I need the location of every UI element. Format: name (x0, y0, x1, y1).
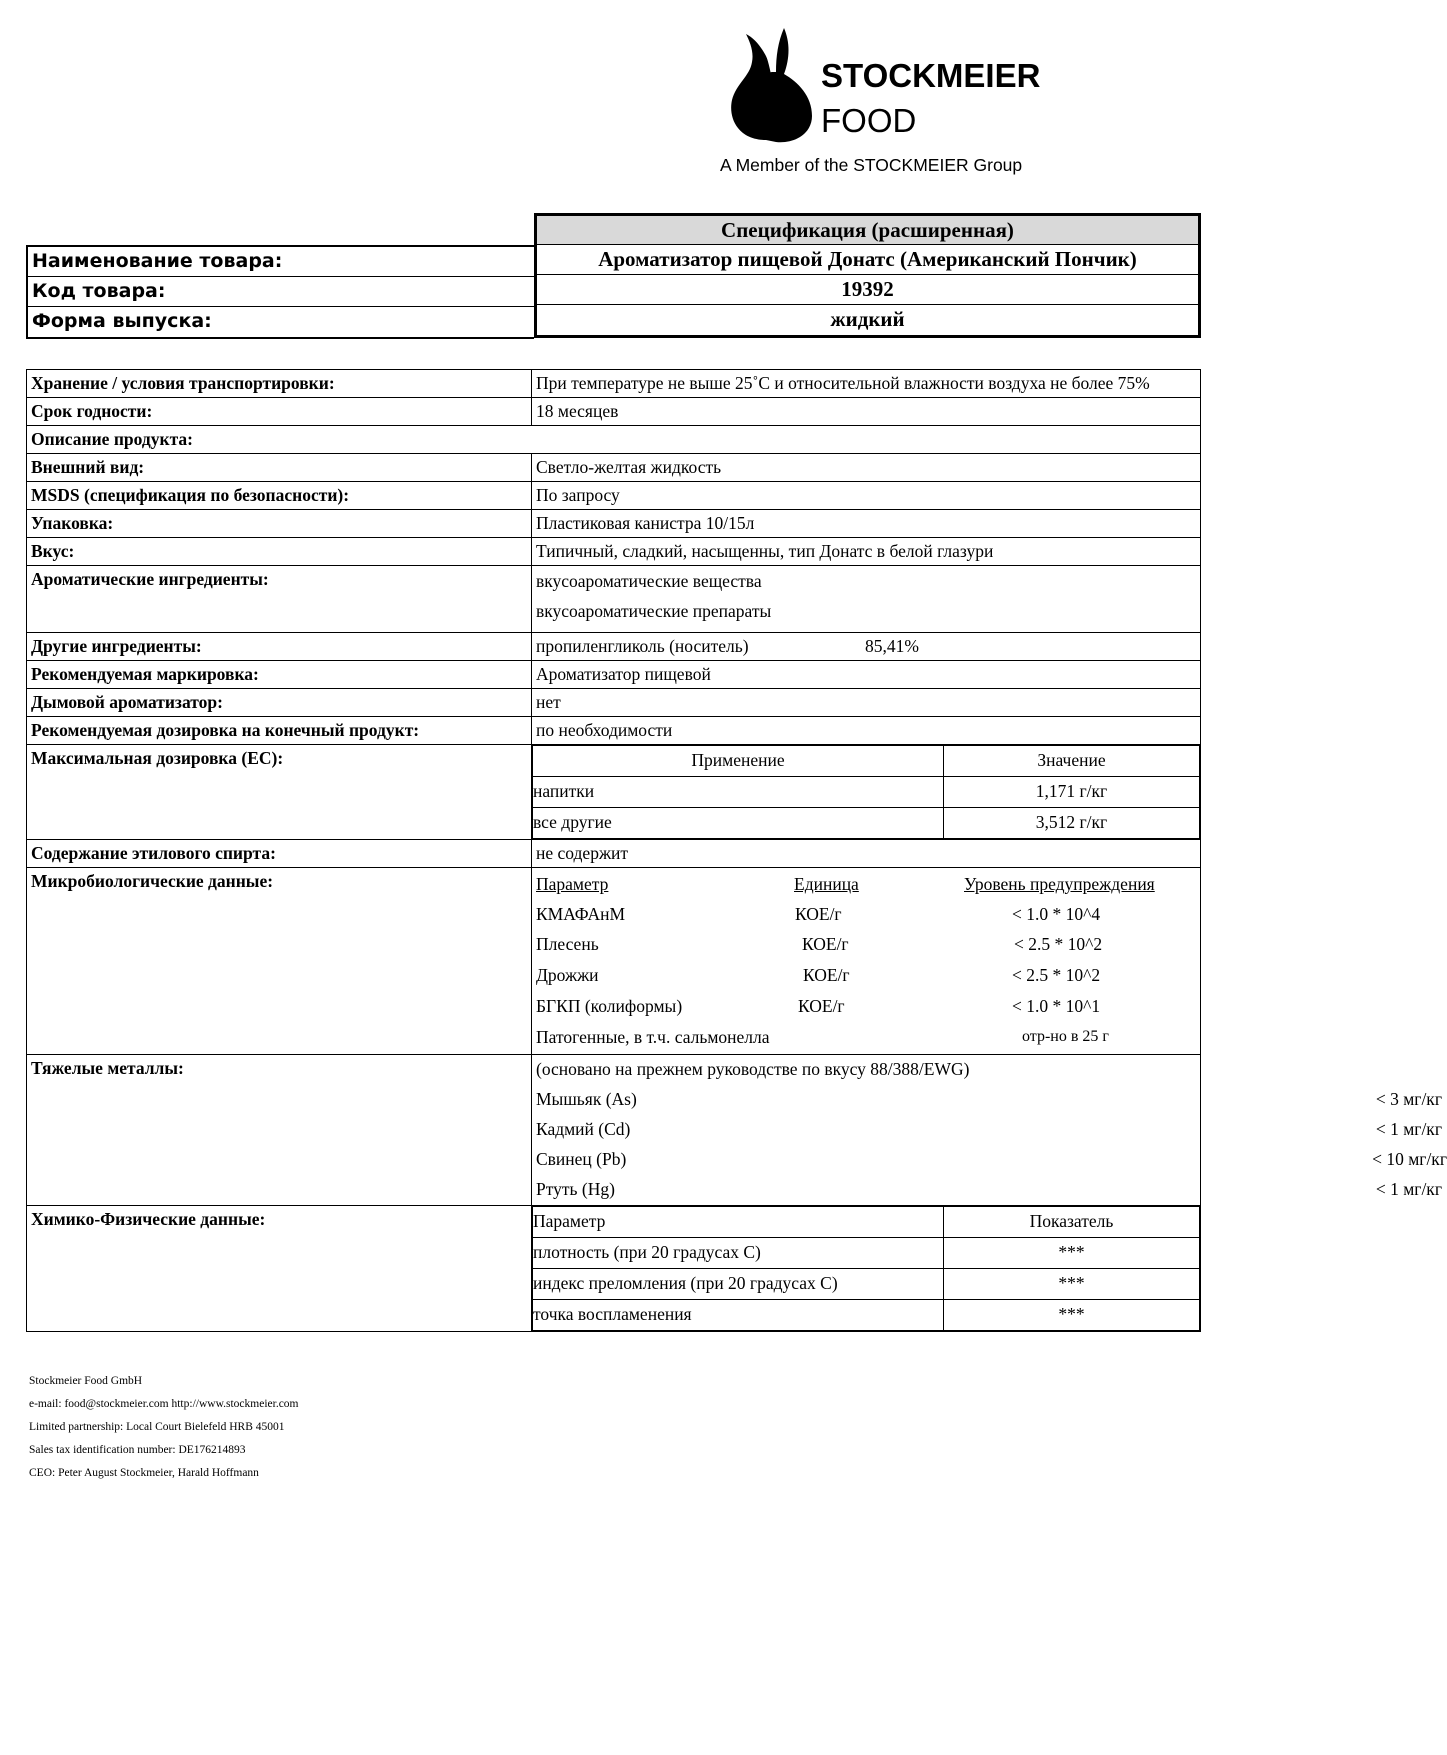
heavy-metals-label: Тяжелые металлы: (27, 1055, 532, 1206)
ethanol-label: Содержание этилового спирта: (27, 840, 532, 868)
column-header: Применение (533, 746, 944, 777)
micro-limit: отр-но в 25 г (1022, 1028, 1109, 1045)
taste-value: Типичный, сладкий, насыщенны, тип Донатс в белой глазури (532, 538, 1201, 566)
table-row (27, 482, 1201, 510)
micro-parameter: Дрожжи (536, 965, 599, 985)
appearance-label: Внешний вид: (27, 454, 532, 482)
product-name-label: Наименование товара: (28, 247, 534, 277)
micro-parameter: КМАФАнМ (536, 904, 626, 924)
table-row (27, 426, 1201, 454)
table-row (27, 661, 1201, 689)
list-item (532, 1085, 1442, 1115)
table-row (536, 900, 1200, 928)
table-row (27, 566, 1201, 633)
product-code-label: Код товара: (28, 277, 534, 307)
marking-value: Ароматизатор пищевой (532, 661, 1201, 689)
brand-tagline: A Member of the STOCKMEIER Group (720, 155, 1023, 175)
table-row (536, 992, 1200, 1020)
table-row (533, 1269, 1200, 1300)
max-dosage-table (532, 745, 1200, 839)
description-label: Описание продукта: (27, 426, 1201, 454)
micro-cell (532, 868, 1201, 1055)
table-row (533, 808, 1200, 839)
footer-registry: Limited partnership: Local Court Bielefeld HRB 45001 (29, 1421, 285, 1433)
micro-limit: < 2.5 * 10^2 (1014, 934, 1103, 954)
company-footer (29, 1370, 299, 1485)
micro-unit: КОЕ/г (803, 965, 850, 985)
footer-contact: e-mail: food@stockmeier.com http://www.stockmeier.com (29, 1398, 299, 1410)
brand-name-line2: FOOD (821, 102, 917, 139)
packaging-value: Пластиковая канистра 10/15л (532, 510, 1201, 538)
chem-parameter: точка воспламенения (533, 1300, 944, 1331)
column-header: Уровень предупреждения (964, 874, 1155, 894)
aroma-value: вкусоароматические вещества (536, 571, 762, 591)
dose-value-cell: 3,512 г/кг (944, 808, 1200, 839)
brand-name-line1: STOCKMEIER (821, 57, 1041, 94)
chem-parameter: плотность (при 20 градусах С) (533, 1238, 944, 1269)
appearance-value: Светло-желтая жидкость (532, 454, 1201, 482)
list-item (532, 1145, 1447, 1175)
micro-unit: КОЕ/г (798, 996, 845, 1016)
column-header: Показатель (944, 1207, 1200, 1238)
chem-phys-cell (532, 1206, 1201, 1332)
other-ingredients-percent: 85,41% (865, 636, 919, 656)
table-row (533, 746, 1200, 777)
application-cell: все другие (533, 808, 944, 839)
table-row (27, 538, 1201, 566)
micro-limit: < 2.5 * 10^2 (1012, 965, 1101, 985)
chem-value: *** (944, 1300, 1200, 1331)
table-row (533, 1300, 1200, 1331)
table-row (536, 961, 1200, 989)
dose-value-cell: 1,171 г/кг (944, 777, 1200, 808)
product-name-value: Ароматизатор пищевой Донатс (Американский Пончик) (537, 245, 1198, 275)
table-row (27, 398, 1201, 426)
micro-limit: < 1.0 * 10^4 (1012, 904, 1101, 924)
column-header: Параметр (533, 1207, 944, 1238)
table-row (533, 777, 1200, 808)
msds-label: MSDS (спецификация по безопасности): (27, 482, 532, 510)
table-row (27, 840, 1201, 868)
header-values (534, 245, 1201, 338)
column-header: Значение (944, 746, 1200, 777)
footer-company: Stockmeier Food GmbH (29, 1375, 143, 1387)
aroma-values (532, 566, 1201, 633)
dosage-value: по необходимости (532, 717, 1201, 745)
heavy-metals-list (532, 1055, 1447, 1205)
msds-value: По запросу (532, 482, 1201, 510)
table-row (27, 717, 1201, 745)
table-row (27, 510, 1201, 538)
list-item (532, 1175, 1442, 1205)
max-dosage-cell (532, 745, 1201, 840)
smoke-flavour-label: Дымовой ароматизатор: (27, 689, 532, 717)
metal-limit: < 10 мг/кг (1372, 1149, 1447, 1169)
table-row (27, 868, 1201, 1055)
micro-table (532, 868, 1200, 1054)
chem-value: *** (944, 1238, 1200, 1269)
table-row (27, 745, 1201, 840)
table-row (27, 370, 1201, 398)
table-row (27, 689, 1201, 717)
ethanol-value: не содержит (532, 840, 1201, 868)
product-code-value: 19392 (537, 275, 1198, 305)
other-ingredients-value: пропиленгликоль (носитель) (536, 636, 749, 656)
storage-value: При температуре не выше 25˚С и относительной влажности воздуха не более 75% (532, 370, 1201, 398)
metal-limit: < 1 мг/кг (1375, 1179, 1442, 1199)
table-row (533, 1238, 1200, 1269)
marking-label: Рекомендуемая маркировка: (27, 661, 532, 689)
product-form-label: Форма выпуска: (32, 310, 212, 332)
shelf-life-value: 18 месяцев (532, 398, 1201, 426)
micro-parameter: Плесень (536, 934, 599, 954)
storage-label: Хранение / условия транспортировки: (27, 370, 532, 398)
other-ingredients-label: Другие ингредиенты: (27, 633, 532, 661)
shelf-life-label: Срок годности: (27, 398, 532, 426)
column-header: Параметр (536, 874, 609, 894)
taste-label: Вкус: (27, 538, 532, 566)
company-logo (720, 22, 1080, 182)
footer-ceo: CEO: Peter August Stockmeier, Harald Hoffmann (29, 1467, 259, 1479)
specification-table (26, 369, 1447, 1332)
metal-name: Кадмий (Cd) (536, 1119, 631, 1139)
table-row (536, 870, 1200, 898)
micro-limit: < 1.0 * 10^1 (1012, 996, 1101, 1016)
heavy-metals-note: (основано на прежнем руководстве по вкусу 88/388/EWG) (536, 1059, 970, 1079)
table-row (536, 1023, 1200, 1051)
metal-name: Мышьяк (As) (536, 1089, 637, 1109)
column-header: Единица (794, 874, 859, 894)
metal-name: Ртуть (Hg) (536, 1179, 615, 1199)
chem-value: *** (944, 1269, 1200, 1300)
smoke-flavour-value: нет (532, 689, 1201, 717)
table-row (533, 1207, 1200, 1238)
micro-parameter: Патогенные, в т.ч. сальмонелла (536, 1027, 770, 1047)
dosage-label: Рекомендуемая дозировка на конечный продукт: (27, 717, 532, 745)
chem-phys-label: Химико-Физические данные: (27, 1206, 532, 1332)
application-cell: напитки (533, 777, 944, 808)
max-dosage-label: Максимальная дозировка (ЕС): (27, 745, 532, 840)
list-item (532, 1115, 1442, 1145)
micro-unit: КОЕ/г (795, 904, 842, 924)
table-row (27, 633, 1201, 661)
aroma-label: Ароматические ингредиенты: (27, 566, 532, 633)
table-row (27, 1206, 1201, 1332)
footer-tax-id: Sales tax identification number: DE176214893 (29, 1444, 246, 1456)
chem-phys-table (532, 1206, 1200, 1331)
header-labels (26, 245, 534, 339)
table-row (536, 930, 1200, 958)
heavy-metals-cell (532, 1055, 1447, 1206)
product-form-value: жидкий (830, 307, 905, 331)
chem-parameter: индекс преломления (при 20 градусах С) (533, 1269, 944, 1300)
micro-label: Микробиологические данные: (27, 868, 532, 1055)
metal-limit: < 3 мг/кг (1375, 1089, 1442, 1109)
metal-limit: < 1 мг/кг (1375, 1119, 1442, 1139)
aroma-value: вкусоароматические препараты (536, 601, 772, 621)
micro-unit: КОЕ/г (802, 934, 849, 954)
packaging-label: Упаковка: (27, 510, 532, 538)
stockmeier-leaf-drop-icon (728, 22, 818, 160)
other-ingredients-cell (532, 633, 1201, 661)
metal-name: Свинец (Pb) (536, 1149, 627, 1169)
table-row (27, 1055, 1201, 1206)
table-row (27, 454, 1201, 482)
micro-parameter: БГКП (колиформы) (536, 996, 683, 1016)
specification-title: Спецификация (расширенная) (534, 213, 1201, 245)
